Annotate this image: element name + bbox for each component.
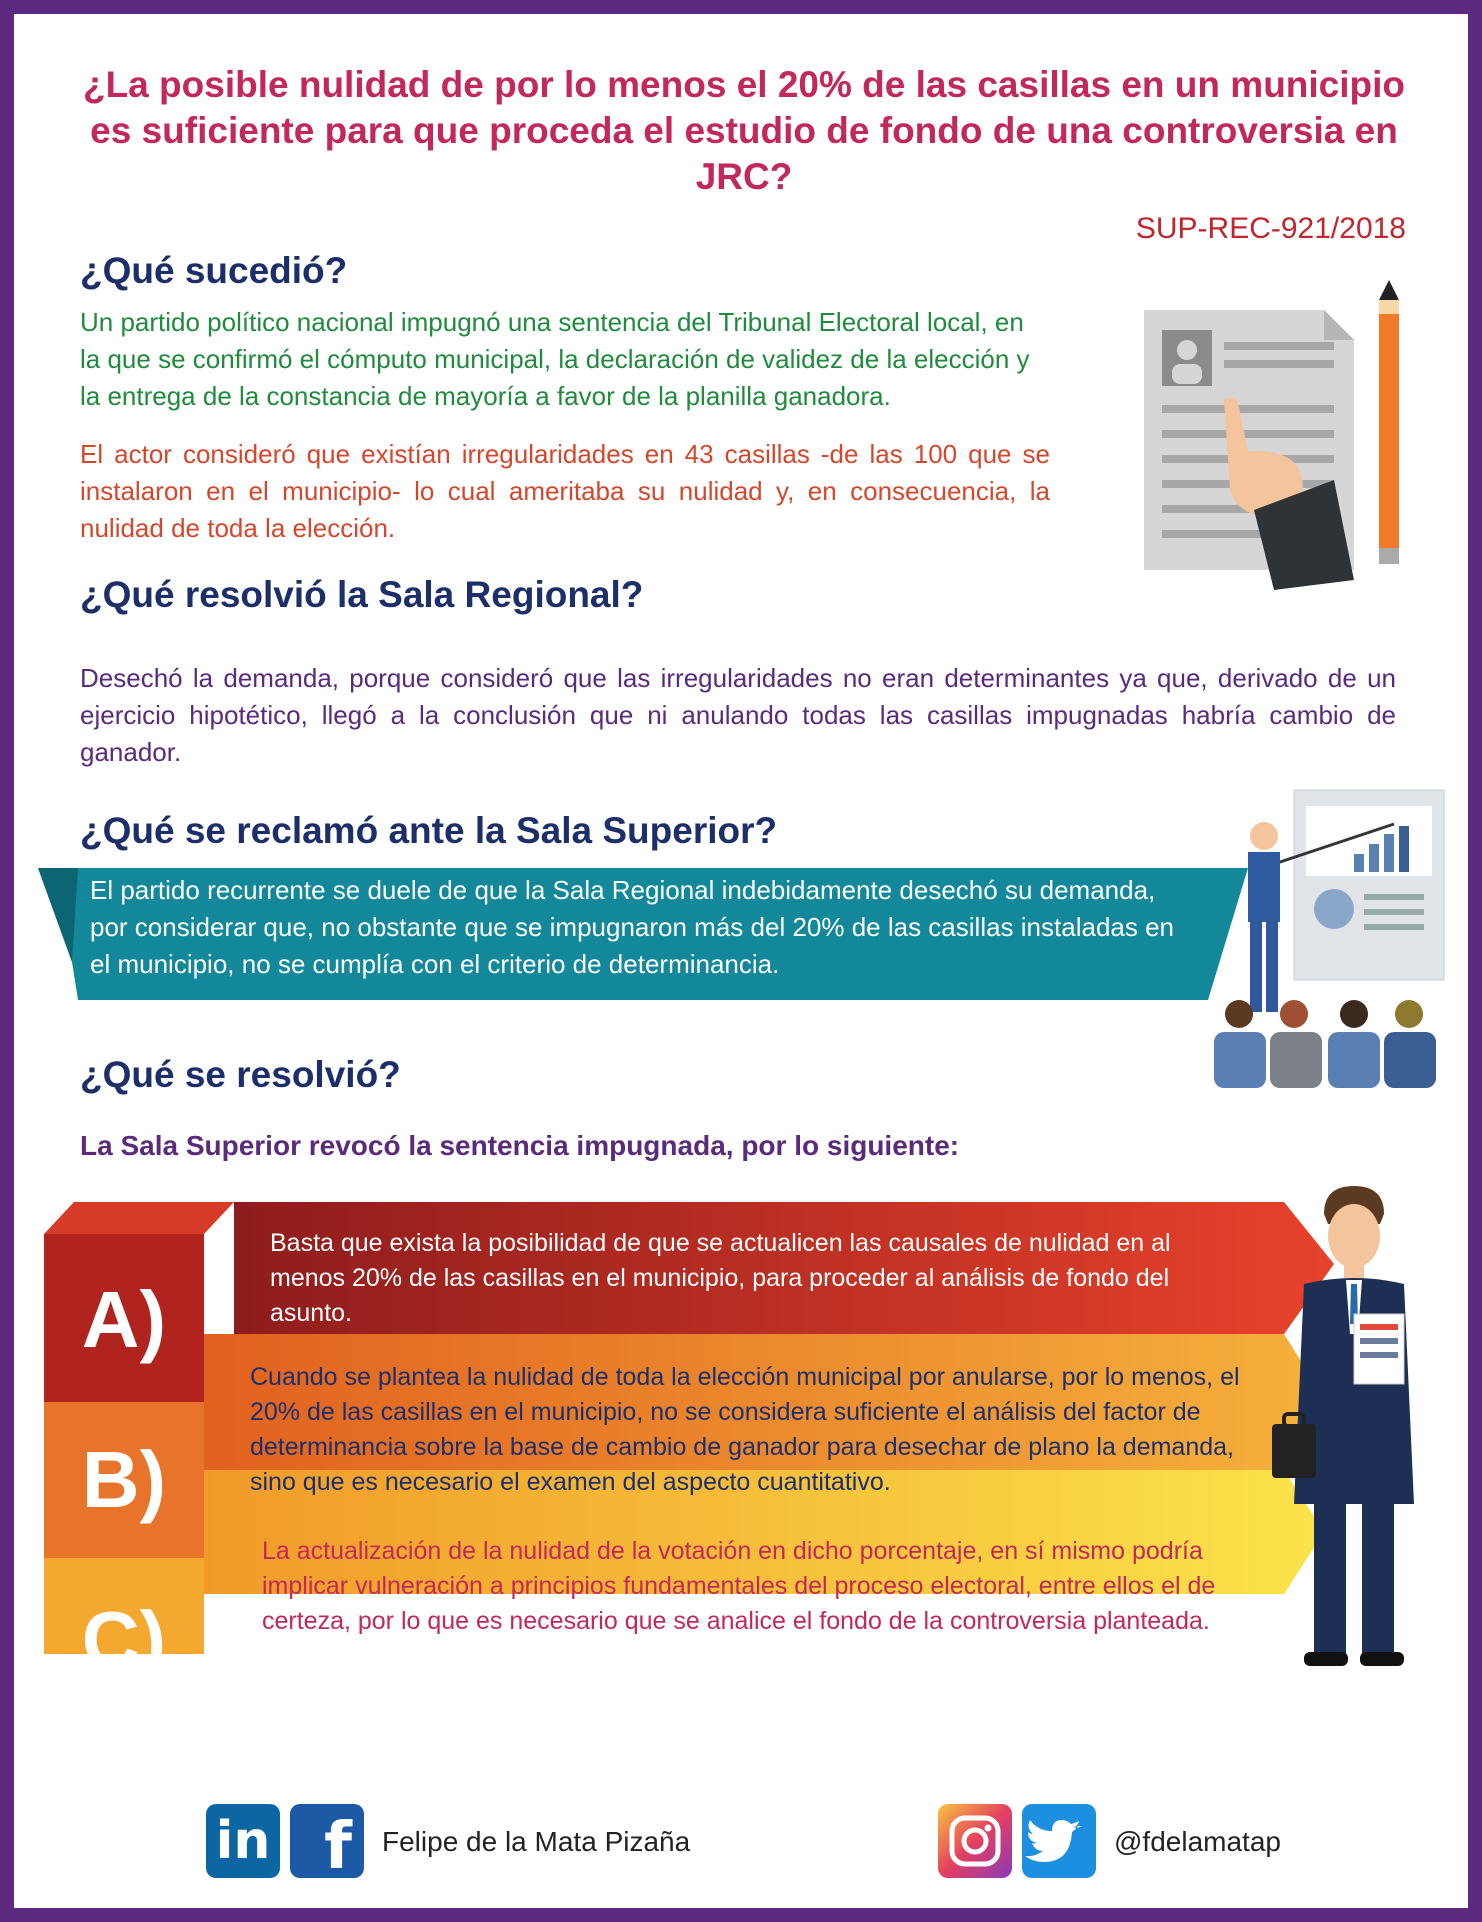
heading-sala-regional: ¿Qué resolvió la Sala Regional?: [80, 574, 644, 615]
twitter-icon[interactable]: [1022, 1804, 1096, 1878]
facebook-icon[interactable]: [290, 1804, 364, 1884]
section3-paragraph: El partido recurrente se duele de que la Sala Regional indebidamente desechó su demanda, por considerar que, no obstante que se impugnaron más del 20% de las casillas instaladas en el municipio, no se cumplía con el criterio de determinancia.: [90, 875, 1175, 979]
section1-paragraph-1: Un partido político nacional impugnó una sentencia del Tribunal Electoral local, en la que se confirmó el cómputo municipal, la declaración de validez de la elección y la entrega de la constancia de mayoría a favor de la planilla ganadora.: [80, 307, 1030, 411]
item-b-text: Cuando se plantea la nulidad de toda la elección municipal por anularse, por lo menos, el 20% de las casillas en el municipio, no se considera suficiente el análisis del factor de determinancia sobre la base de cambio de ganador para desechar de plano la demanda, sino que es necesario el examen del aspecto cuantitativo.: [250, 1363, 1240, 1496]
heading-sala-superior: ¿Qué se reclamó ante la Sala Superior?: [80, 810, 778, 851]
linkedin-icon[interactable]: [206, 1804, 280, 1878]
case-number: SUP-REC-921/2018: [1135, 212, 1406, 245]
footer-handle: @fdelamatap: [1114, 1826, 1281, 1857]
instagram-icon[interactable]: [938, 1804, 1012, 1878]
item-c-text: La actualización de la nulidad de la votación en dicho porcentaje, en sí mismo podría implicar vulneración a principios fundamentales del proceso electoral, entre ellos el de certeza, por lo que es necesario que se analice el fondo de la controversia planteada.: [262, 1537, 1216, 1635]
section4-subheading: La Sala Superior revocó la sentencia impugnada, por lo siguiente:: [80, 1130, 960, 1161]
item-c-letter: C): [81, 1595, 167, 1684]
businessman-illustration: [1254, 1184, 1454, 1674]
heading-que-se-resolvio: ¿Qué se resolvió?: [80, 1054, 401, 1095]
footer-name: Felipe de la Mata Pizaña: [382, 1826, 691, 1857]
section1-paragraph-2: El actor consideró que existían irregularidades en 43 casillas -de las 100 que se instalaron en el municipio- lo cual ameritaba su nulidad y, en consecuencia, la nulidad de toda la elección.: [80, 439, 1050, 543]
item-a-text: Basta que exista la posibilidad de que se actualicen las causales de nulidad en al menos 20% de las casillas en el municipio, para proceder al análisis de fondo del asunto.: [270, 1229, 1171, 1327]
item-b-letter: B): [81, 1435, 167, 1524]
page-title: ¿La posible nulidad de por lo menos el 20% de las casillas en un municipio es suficiente para que proceda el estudio de fondo de una controversia en JRC?: [82, 64, 1406, 197]
document-pencil-illustration: [1114, 280, 1414, 590]
linkedin-glyph: in: [215, 1811, 271, 1871]
twitter-bird-glyph: [1022, 1804, 1096, 1878]
heading-que-sucedio: ¿Qué sucedió?: [80, 250, 348, 291]
facebook-glyph: f: [324, 1810, 352, 1884]
infographic: [14, 14, 1468, 1908]
instagram-glyph: [938, 1804, 1012, 1878]
presenter-illustration: [1204, 774, 1454, 1094]
item-a-letter: A): [81, 1275, 167, 1364]
section2-paragraph: Desechó la demanda, porque consideró que las irregularidades no eran determinantes ya que, derivado de un ejercicio hipotético, llegó a la conclusión que ni anulando todas las casillas impugnadas habría cambio de ganador.: [80, 663, 1396, 767]
